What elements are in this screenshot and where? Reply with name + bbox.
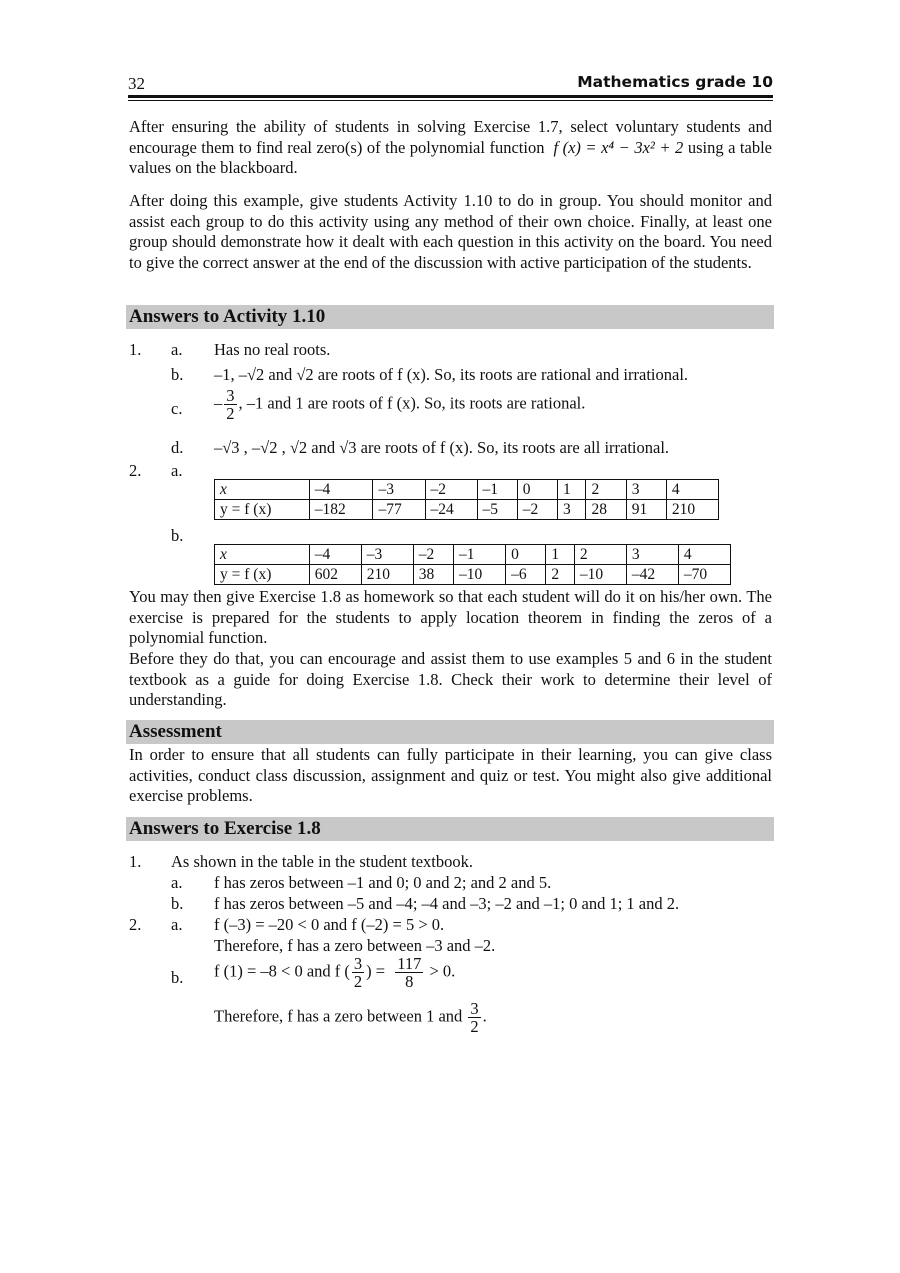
activity-q1a-label: a. [171,340,183,359]
table-cell: 3 [626,480,666,500]
fraction-three-halves [224,387,236,422]
table-cell: 4 [678,545,730,565]
table-row [215,565,731,585]
table-cell: –1 [477,480,517,500]
fraction-three-halves: $\frac{3}{2}$ [353,954,363,991]
exercise-q1b-text: f has zeros between –5 and –4; –4 and –3; –2 and –1; 0 and 1; 1 and 2. [214,894,680,913]
table-cell: 4 [666,480,718,500]
exercise-q1a-label: a. [171,873,183,892]
fraction-three-halves: $\frac{3}{2}$ [470,999,479,1036]
table-row [215,545,731,565]
table-cell: 38 [413,565,453,585]
activity-q2-number: 2. [129,461,142,480]
table-cell: 1 [546,545,574,565]
activity-q2b-label: b. [171,526,184,545]
table-cell: 3 [557,500,585,520]
q2b-part3: > 0. [429,961,456,981]
table-cell: 2 [574,545,626,565]
header-rule [128,95,773,98]
activity-q1d-text: –√3 , –√2 , √2 and √3 are roots of f (x). So, its roots are all irrational. [214,438,670,457]
header-rule-thin [128,100,773,101]
table-cell: –42 [626,565,678,585]
table-row [215,500,719,520]
assessment-paragraph: In order to ensure that all students can fully participate in their learning, you can give class activities, conduct class discussion, assignment and quiz or test. You might also give additional exercise problems. [129,745,772,806]
intro-text-start: After ensuring the ability of students in solving Exercise 1.7, select voluntary students and encourage them to find real zero(s) of the polynomial function [129,117,772,157]
activity-q1c-label: c. [171,399,183,418]
book-title: Mathematics grade 10 [577,73,773,91]
table-cell: 0 [506,545,546,565]
table-cell: 2 [546,565,574,585]
activity-q1c-text: , –1 and 1 are roots of f (x). So, its roots are rational. [238,393,586,413]
exercise-q1-number: 1. [129,852,142,871]
table-cell: 602 [309,565,361,585]
exercise-q2b-label: b. [171,968,184,987]
table-cell: –2 [425,480,477,500]
table-cell: –10 [574,565,626,585]
q2b-therefore-text: Therefore, f has a zero between 1 and [214,1006,463,1026]
table-header-y: y = f (x) [215,565,310,585]
values-table-a [214,479,719,520]
table-header-y: y = f (x) [215,500,310,520]
table-header-x: x [215,480,310,500]
table-cell: 210 [361,565,413,585]
table-cell: –3 [361,545,413,565]
table-cell: –10 [454,565,506,585]
intro-paragraph-2: After doing this example, give students Activity 1.10 to do in group. You should monitor and assist each group to do this activity using any method of their own choice. Finally, at least one group should demonstrate how it dealt with each question in this activity on the board. You need to give the correct answer at the end of the discussion with active participation of the students. [129,191,772,272]
exercise-q1-text: As shown in the table in the student textbook. [171,852,474,871]
table-cell: –77 [373,500,425,520]
page-header [128,72,773,94]
homework-paragraph: You may then give Exercise 1.8 as homework so that each student will do it on his/her own. The exercise is prepared for the students to apply location theorem in finding the zeros of a polynomial function. [129,587,772,648]
table-cell: 2 [586,480,626,500]
table-cell: –3 [373,480,425,500]
page-number: 32 [128,74,145,93]
exercise-q2a-label: a. [171,915,183,934]
table-cell: –2 [517,500,557,520]
activity-q2a-label: a. [171,461,183,480]
assessment-section-header [126,720,774,744]
activity-q1a-text: Has no real roots. [214,340,331,359]
intro-paragraph-1 [129,117,772,179]
fraction-numerator: 3 [226,386,235,405]
q2b-part2: ) = [366,961,386,981]
exercise-q2a-text: f (–3) = –20 < 0 and f (–2) = 5 > 0. [214,915,445,934]
table-cell: 1 [557,480,585,500]
table-cell: –2 [413,545,453,565]
table-cell: 28 [586,500,626,520]
values-table-b [214,544,731,585]
activity-q1c-line [214,387,585,422]
fraction-denominator: 2 [226,404,235,423]
table-cell: 3 [626,545,678,565]
exercise-section-header [126,817,774,841]
table-cell: –4 [309,480,373,500]
table-cell: –4 [309,545,361,565]
q2b-part1: f (1) = –8 < 0 and f ( [214,961,350,981]
activity-q1b-text: –1, –√2 and √2 are roots of f (x). So, its roots are rational and irrational. [214,365,689,384]
activity-q1-number: 1. [129,340,142,359]
activity-q1d-label: d. [171,438,184,457]
polynomial-formula: f (x) = x⁴ − 3x² + 2 [553,137,684,157]
table-cell: 0 [517,480,557,500]
table-cell: 210 [666,500,718,520]
exercise-q2-number: 2. [129,915,142,934]
assessment-section-title: Assessment [129,721,222,742]
table-row [215,480,719,500]
minus-sign: – [214,393,223,413]
guidance-paragraph: Before they do that, you can encourage and assist them to use examples 5 and 6 in the student textbook as a guide for doing Exercise 1.8. Check their work to determine their level of understanding. [129,649,772,710]
table-cell: –182 [309,500,373,520]
table-cell: –1 [454,545,506,565]
table-header-x: x [215,545,310,565]
exercise-q1b-label: b. [171,894,184,913]
table-cell: –5 [477,500,517,520]
activity-section-title: Answers to Activity 1.10 [129,306,326,327]
exercise-q2b-conclusion: Therefore, f has a zero between 1 and $\frac{3}{2}$ . [214,999,487,1036]
intro-text-end: using a table values on the blackboard. [129,137,772,178]
table-cell: –70 [678,565,730,585]
exercise-q2a-conclusion: Therefore, f has a zero between –3 and –2. [214,936,496,955]
activity-q1b-label: b. [171,365,184,384]
table-cell: –24 [425,500,477,520]
exercise-q2b-line [214,955,455,990]
activity-section-header [126,305,774,329]
table-cell: 91 [626,500,666,520]
table-cell: –6 [506,565,546,585]
exercise-q1a-text: f has zeros between –1 and 0; 0 and 2; and 2 and 5. [214,873,552,892]
exercise-section-title: Answers to Exercise 1.8 [129,818,321,839]
fraction-117-over-8: $\frac{117}{8}$ [397,954,422,991]
